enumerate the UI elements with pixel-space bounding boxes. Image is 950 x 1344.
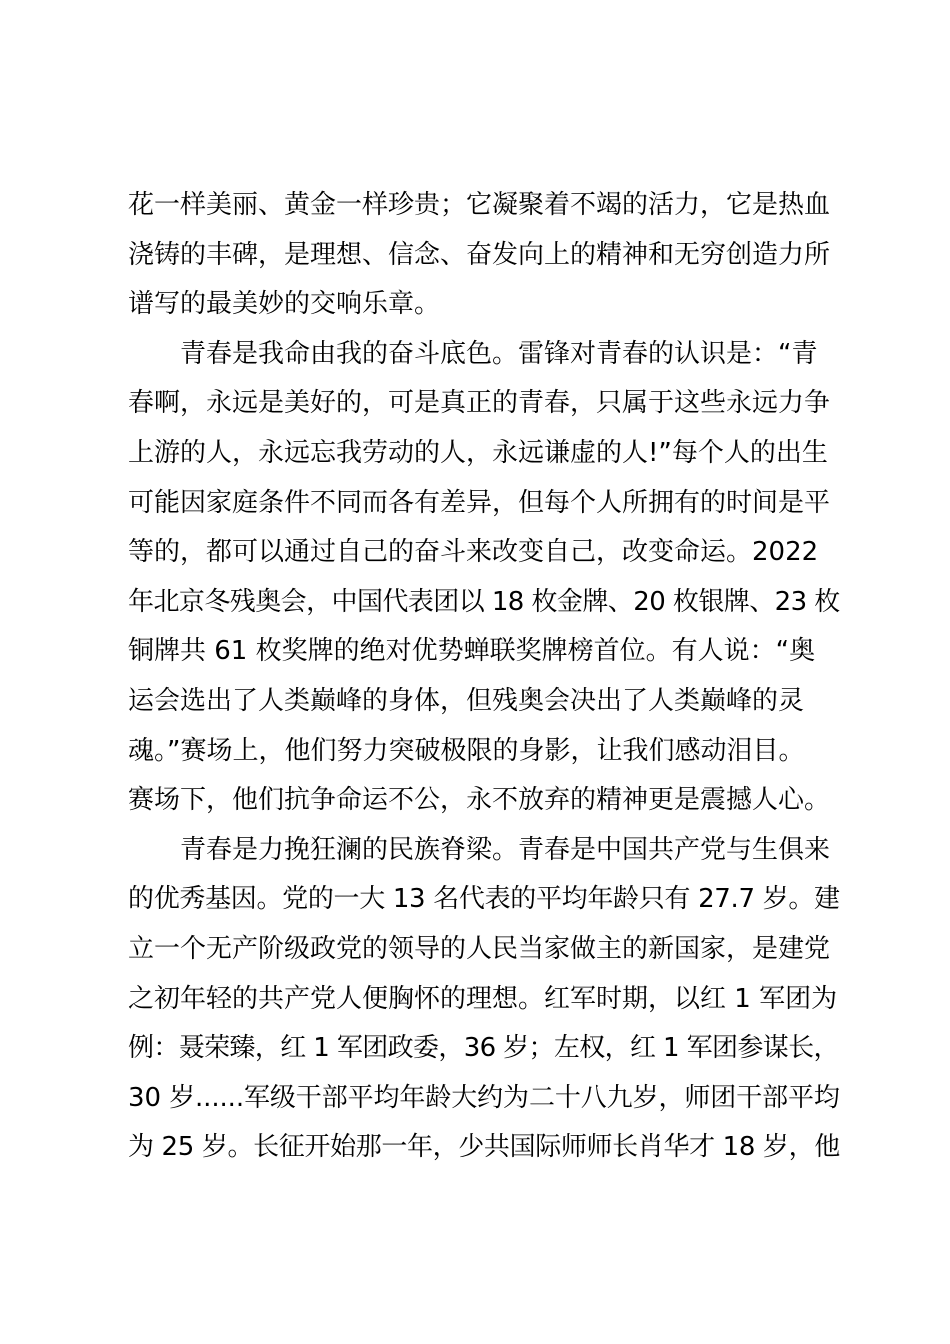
paragraph-first-line: 青春是我命由我的奋斗底色。雷锋对青春的认识是：“青: [180, 338, 818, 369]
paragraph-first-line: 青春是力挽狂澜的民族脊梁。青春是中国共产党与生俱来: [180, 834, 831, 865]
text-line: 运会选出了人类巅峰的身体，但残奥会决出了人类巅峰的灵: [128, 685, 805, 716]
text-line: 赛场下，他们抗争命运不公，永不放弃的精神更是震撼人心。: [128, 785, 831, 816]
text-line: 立一个无产阶级政党的领导的人民当家做主的新国家，是建党: [128, 933, 831, 964]
text-line: 浇铸的丰碑，是理想、信念、奋发向上的精神和无穷创造力所: [128, 239, 831, 270]
text-line: 上游的人，永远忘我劳动的人，永远谦虚的人!”每个人的出生: [128, 437, 828, 468]
text-line: 谱写的最美妙的交响乐章。: [128, 289, 441, 320]
text-line: 春啊，永远是美好的，可是真正的青春，只属于这些永远力争: [128, 388, 831, 419]
text-line: 铜牌共 61 枚奖牌的绝对优势蝉联奖牌榜首位。有人说：“奥: [128, 636, 816, 667]
text-line: 魂。”赛场上，他们努力突破极限的身影，让我们感动泪目。: [128, 735, 805, 766]
text-line: 的优秀基因。党的一大 13 名代表的平均年龄只有 27.7 岁。建: [128, 884, 840, 915]
text-line: 为 25 岁。长征开始那一年，少共国际师师长肖华才 18 岁，他: [128, 1132, 840, 1163]
body-text: [128, 181, 840, 1173]
text-line: 可能因家庭条件不同而各有差异，但每个人所拥有的时间是平: [128, 487, 831, 518]
text-line: 花一样美丽、黄金一样珍贵；它凝聚着不竭的活力，它是热血: [128, 190, 831, 220]
text-line: 30 岁......军级干部平均年龄大约为二十八九岁，师团干部平均: [128, 1082, 840, 1113]
text-line: 例：聂荣臻，红 1 军团政委，36 岁；左权，红 1 军团参谋长，: [128, 1033, 839, 1064]
text-line: 之初年轻的共产党人便胸怀的理想。红军时期，以红 1 军团为: [128, 983, 838, 1014]
text-line: 等的，都可以通过自己的奋斗来改变自己，改变命运。2022: [128, 537, 819, 568]
text-line: 年北京冬残奥会，中国代表团以 18 枚金牌、20 枚银牌、23 枚: [128, 586, 840, 617]
